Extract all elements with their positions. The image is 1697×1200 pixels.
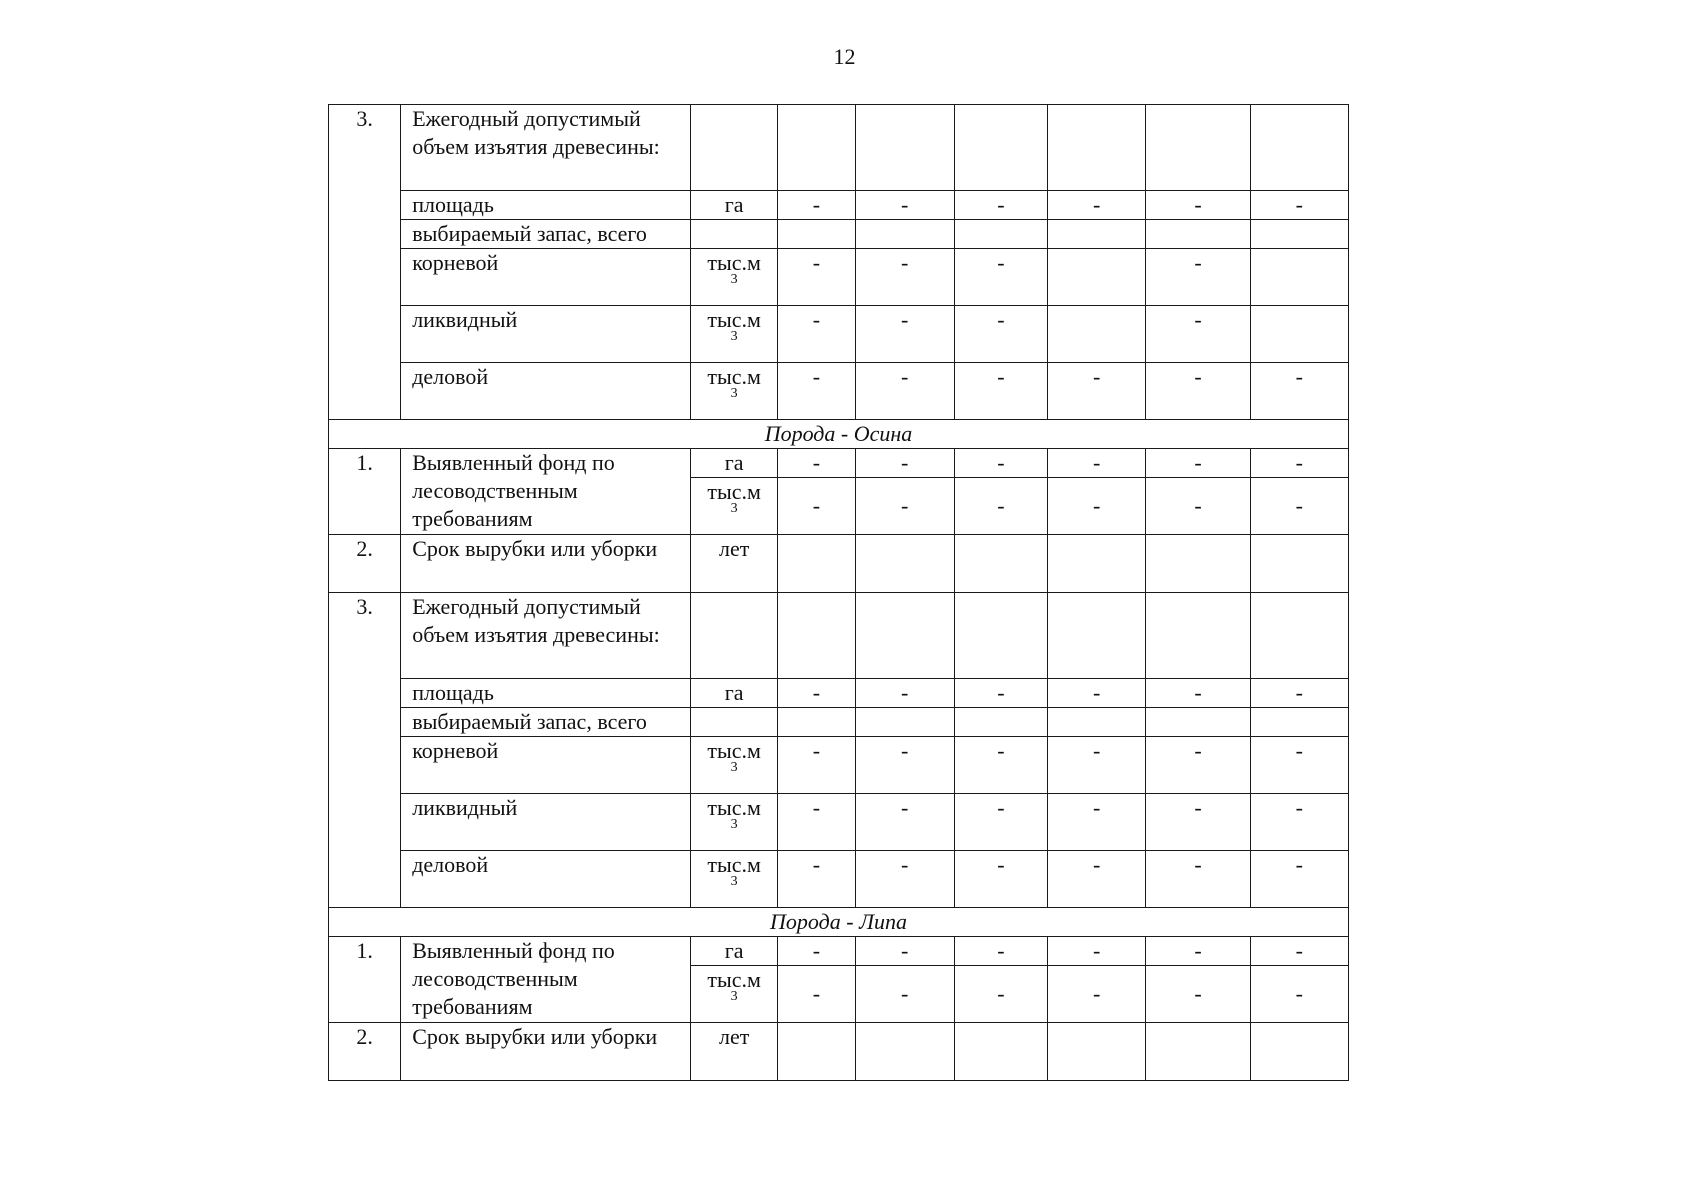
dash-value: -	[1048, 449, 1146, 478]
dash-value: -	[1250, 191, 1348, 220]
dash-value: -	[778, 191, 855, 220]
dash-value: -	[1146, 966, 1250, 1023]
dash-value: -	[855, 966, 954, 1023]
dash-value: -	[954, 794, 1047, 851]
dash-value: -	[1250, 363, 1348, 420]
row-unit: тыс.м 3	[691, 306, 778, 363]
dash-value: -	[954, 249, 1047, 306]
row-unit: тыс.м 3	[691, 737, 778, 794]
timber-table	[328, 104, 1349, 1081]
dash-value: -	[954, 937, 1047, 966]
row-unit: тыс.м 3	[691, 794, 778, 851]
table-row	[329, 306, 1349, 363]
item-number: 2.	[329, 1023, 401, 1081]
dash-value: -	[954, 363, 1047, 420]
dash-value: -	[1146, 937, 1250, 966]
dash-value: -	[1048, 679, 1146, 708]
item-title: Выявленный фонд по лесоводственным требованиям	[401, 449, 691, 535]
item-number: 1.	[329, 937, 401, 1023]
dash-value: -	[778, 363, 855, 420]
table-row	[329, 593, 1349, 679]
section-title: Порода - Липа	[329, 908, 1349, 937]
dash-value: -	[855, 851, 954, 908]
dash-value: -	[1146, 679, 1250, 708]
dash-value: -	[1146, 851, 1250, 908]
dash-value: -	[1146, 449, 1250, 478]
row-name: деловой	[401, 851, 691, 908]
dash-value: -	[1250, 794, 1348, 851]
dash-value: -	[855, 449, 954, 478]
table-row	[329, 220, 1349, 249]
table-row	[329, 191, 1349, 220]
table-row	[329, 794, 1349, 851]
dash-value: -	[954, 966, 1047, 1023]
dash-value: -	[1048, 191, 1146, 220]
dash-value: -	[855, 937, 954, 966]
dash-value: -	[1250, 966, 1348, 1023]
table-row	[329, 105, 1349, 191]
dash-value: -	[1048, 363, 1146, 420]
dash-value: -	[855, 191, 954, 220]
dash-value: -	[1146, 794, 1250, 851]
dash-value: -	[954, 191, 1047, 220]
dash-value: -	[778, 306, 855, 363]
row-name: выбираемый запас, всего	[401, 708, 691, 737]
dash-value: -	[778, 937, 855, 966]
dash-value: -	[778, 249, 855, 306]
dash-value: -	[855, 306, 954, 363]
dash-value: -	[855, 794, 954, 851]
row-name: корневой	[401, 249, 691, 306]
dash-value: -	[855, 737, 954, 794]
item-title: Срок вырубки или уборки	[401, 535, 691, 593]
dash-value: -	[1146, 191, 1250, 220]
dash-value: -	[954, 478, 1047, 535]
dash-value: -	[1250, 679, 1348, 708]
row-unit: га	[691, 191, 778, 220]
item-number: 1.	[329, 449, 401, 535]
row-unit: тыс.м 3	[691, 249, 778, 306]
row-unit: га	[691, 679, 778, 708]
section-header-row	[329, 420, 1349, 449]
dash-value: -	[778, 966, 855, 1023]
dash-value: -	[1146, 478, 1250, 535]
section-title: Порода - Осина	[329, 420, 1349, 449]
row-unit: тыс.м 3	[691, 966, 778, 1023]
dash-value: -	[1048, 966, 1146, 1023]
table-row	[329, 535, 1349, 593]
table-row	[329, 449, 1349, 478]
dash-value: -	[1048, 851, 1146, 908]
row-name: площадь	[401, 679, 691, 708]
dash-value: -	[778, 737, 855, 794]
dash-value: -	[778, 449, 855, 478]
dash-value: -	[855, 363, 954, 420]
dash-value: -	[778, 851, 855, 908]
dash-value: -	[778, 794, 855, 851]
row-unit: лет	[691, 1023, 778, 1081]
dash-value: -	[1048, 937, 1146, 966]
table-row	[329, 1023, 1349, 1081]
item-title: Срок вырубки или уборки	[401, 1023, 691, 1081]
dash-value: -	[778, 478, 855, 535]
row-name: деловой	[401, 363, 691, 420]
table-row	[329, 708, 1349, 737]
row-name: выбираемый запас, всего	[401, 220, 691, 249]
dash-value: -	[1250, 478, 1348, 535]
dash-value: -	[954, 737, 1047, 794]
dash-value: -	[1250, 737, 1348, 794]
table-row	[329, 937, 1349, 966]
item-title: Ежегодный допустимый объем изъятия древесины:	[401, 593, 691, 679]
item-title: Выявленный фонд по лесоводственным требованиям	[401, 937, 691, 1023]
row-name: корневой	[401, 737, 691, 794]
table-row	[329, 851, 1349, 908]
dash-value: -	[1146, 249, 1250, 306]
table-row	[329, 737, 1349, 794]
row-unit: га	[691, 937, 778, 966]
row-unit: тыс.м 3	[691, 851, 778, 908]
dash-value: -	[1146, 737, 1250, 794]
item-number: 3.	[329, 593, 401, 908]
dash-value: -	[855, 249, 954, 306]
row-unit: тыс.м 3	[691, 478, 778, 535]
dash-value: -	[855, 679, 954, 708]
row-name: площадь	[401, 191, 691, 220]
dash-value: -	[1146, 306, 1250, 363]
dash-value: -	[1250, 449, 1348, 478]
item-title: Ежегодный допустимый объем изъятия древесины:	[401, 105, 691, 191]
dash-value: -	[1250, 937, 1348, 966]
section-header-row	[329, 908, 1349, 937]
dash-value: -	[954, 449, 1047, 478]
dash-value: -	[954, 851, 1047, 908]
dash-value: -	[855, 478, 954, 535]
table-row	[329, 679, 1349, 708]
item-number: 3.	[329, 105, 401, 420]
row-unit: га	[691, 449, 778, 478]
dash-value: -	[778, 679, 855, 708]
dash-value: -	[1048, 794, 1146, 851]
table-row	[329, 363, 1349, 420]
dash-value: -	[954, 679, 1047, 708]
row-name: ликвидный	[401, 306, 691, 363]
item-number: 2.	[329, 535, 401, 593]
dash-value: -	[1250, 851, 1348, 908]
dash-value: -	[1146, 363, 1250, 420]
page-number: 12	[833, 44, 856, 69]
row-unit: тыс.м 3	[691, 363, 778, 420]
dash-value: -	[954, 306, 1047, 363]
row-unit: лет	[691, 535, 778, 593]
table-row	[329, 249, 1349, 306]
row-name: ликвидный	[401, 794, 691, 851]
dash-value: -	[1048, 737, 1146, 794]
dash-value: -	[1048, 478, 1146, 535]
